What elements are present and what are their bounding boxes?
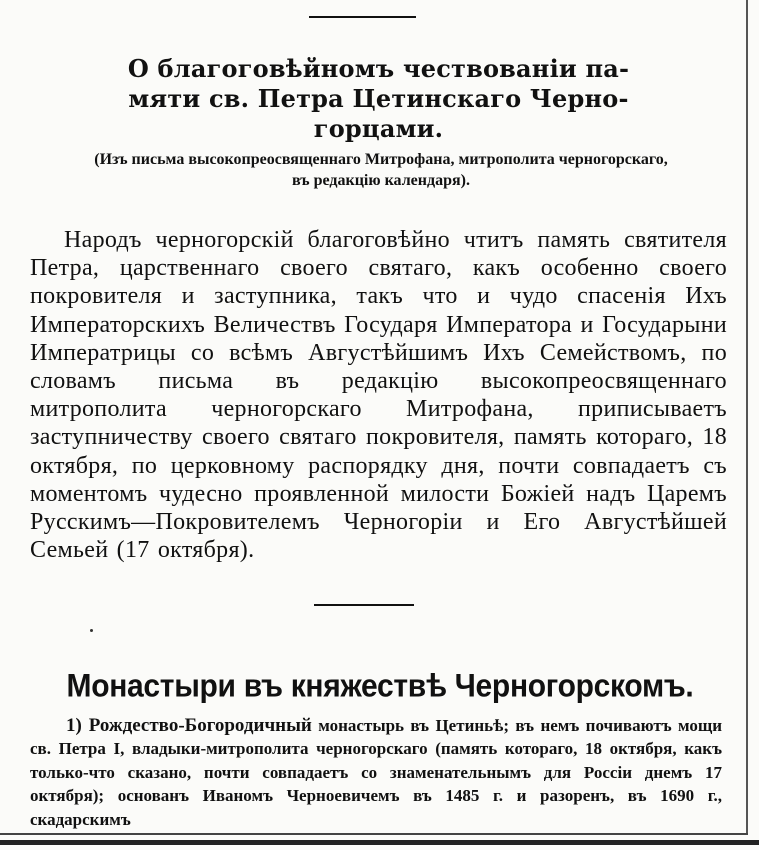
top-divider-rule — [309, 16, 416, 18]
entry-text: монастырь въ Цетиньѣ; въ немъ почиваютъ мощи св. Петра I, владыки-митрополита черногорскаго (память котораго, 18 октября, какъ только-что сказано, почти совпадаетъ со знаменательнымъ для Россіи днемъ 17 октября); основанъ Иваномъ Черноевичемъ въ 1485 г. и разоренъ, въ 1690 г., скадарскимъ — [30, 716, 722, 829]
print-speck — [90, 629, 93, 632]
source-line-2: въ редакцію календаря). — [292, 172, 470, 189]
article-body-paragraph: Народъ черногорскій благоговѣйно чтитъ память святителя Петра, царственнаго своего святаго, какъ особенно своего покровителя и заступника, такъ что и чудо спасенія Ихъ Императорскихъ Величествъ Государя Императора и Государыни Императрицы со всѣмъ Августѣйшимъ Ихъ Семействомъ, по словамъ письма въ редакцію высокопреосвященнаго митрополита черногорскаго Митрофана, приписываетъ заступничеству своего святаго покровителя, память котораго, 18 октября, по церковному распорядку дня, почти совпадаетъ съ моментомъ чудесно проявленной милости Божіей надъ Царемъ Русскимъ—Покровителемъ Черногоріи и Его Августѣйшей Семьей (17 октября). — [30, 227, 727, 564]
heading-line-1: О благоговѣйномъ чествованіи па- — [127, 54, 630, 83]
page-frame-right — [746, 0, 748, 835]
page-frame-bottom-outer — [0, 840, 759, 845]
monastery-entry-1 — [30, 714, 722, 831]
heading-line-2: мяти св. Петра Цетинскаго Черно- — [128, 84, 629, 113]
page-frame-bottom — [0, 833, 748, 835]
section-title: Монастыри въ княжествѣ Черногорскомъ. — [66, 668, 694, 704]
section-divider-rule — [314, 604, 414, 606]
article-source-note — [26, 149, 736, 191]
article-heading — [20, 54, 737, 144]
heading-line-3: горцами. — [313, 114, 444, 143]
entry-lead: 1) Рождество-Богородичный — [66, 715, 312, 736]
source-line-1: (Изъ письма высокопреосвященнаго Митрофана, митрополита черногорскаго, — [94, 151, 668, 168]
